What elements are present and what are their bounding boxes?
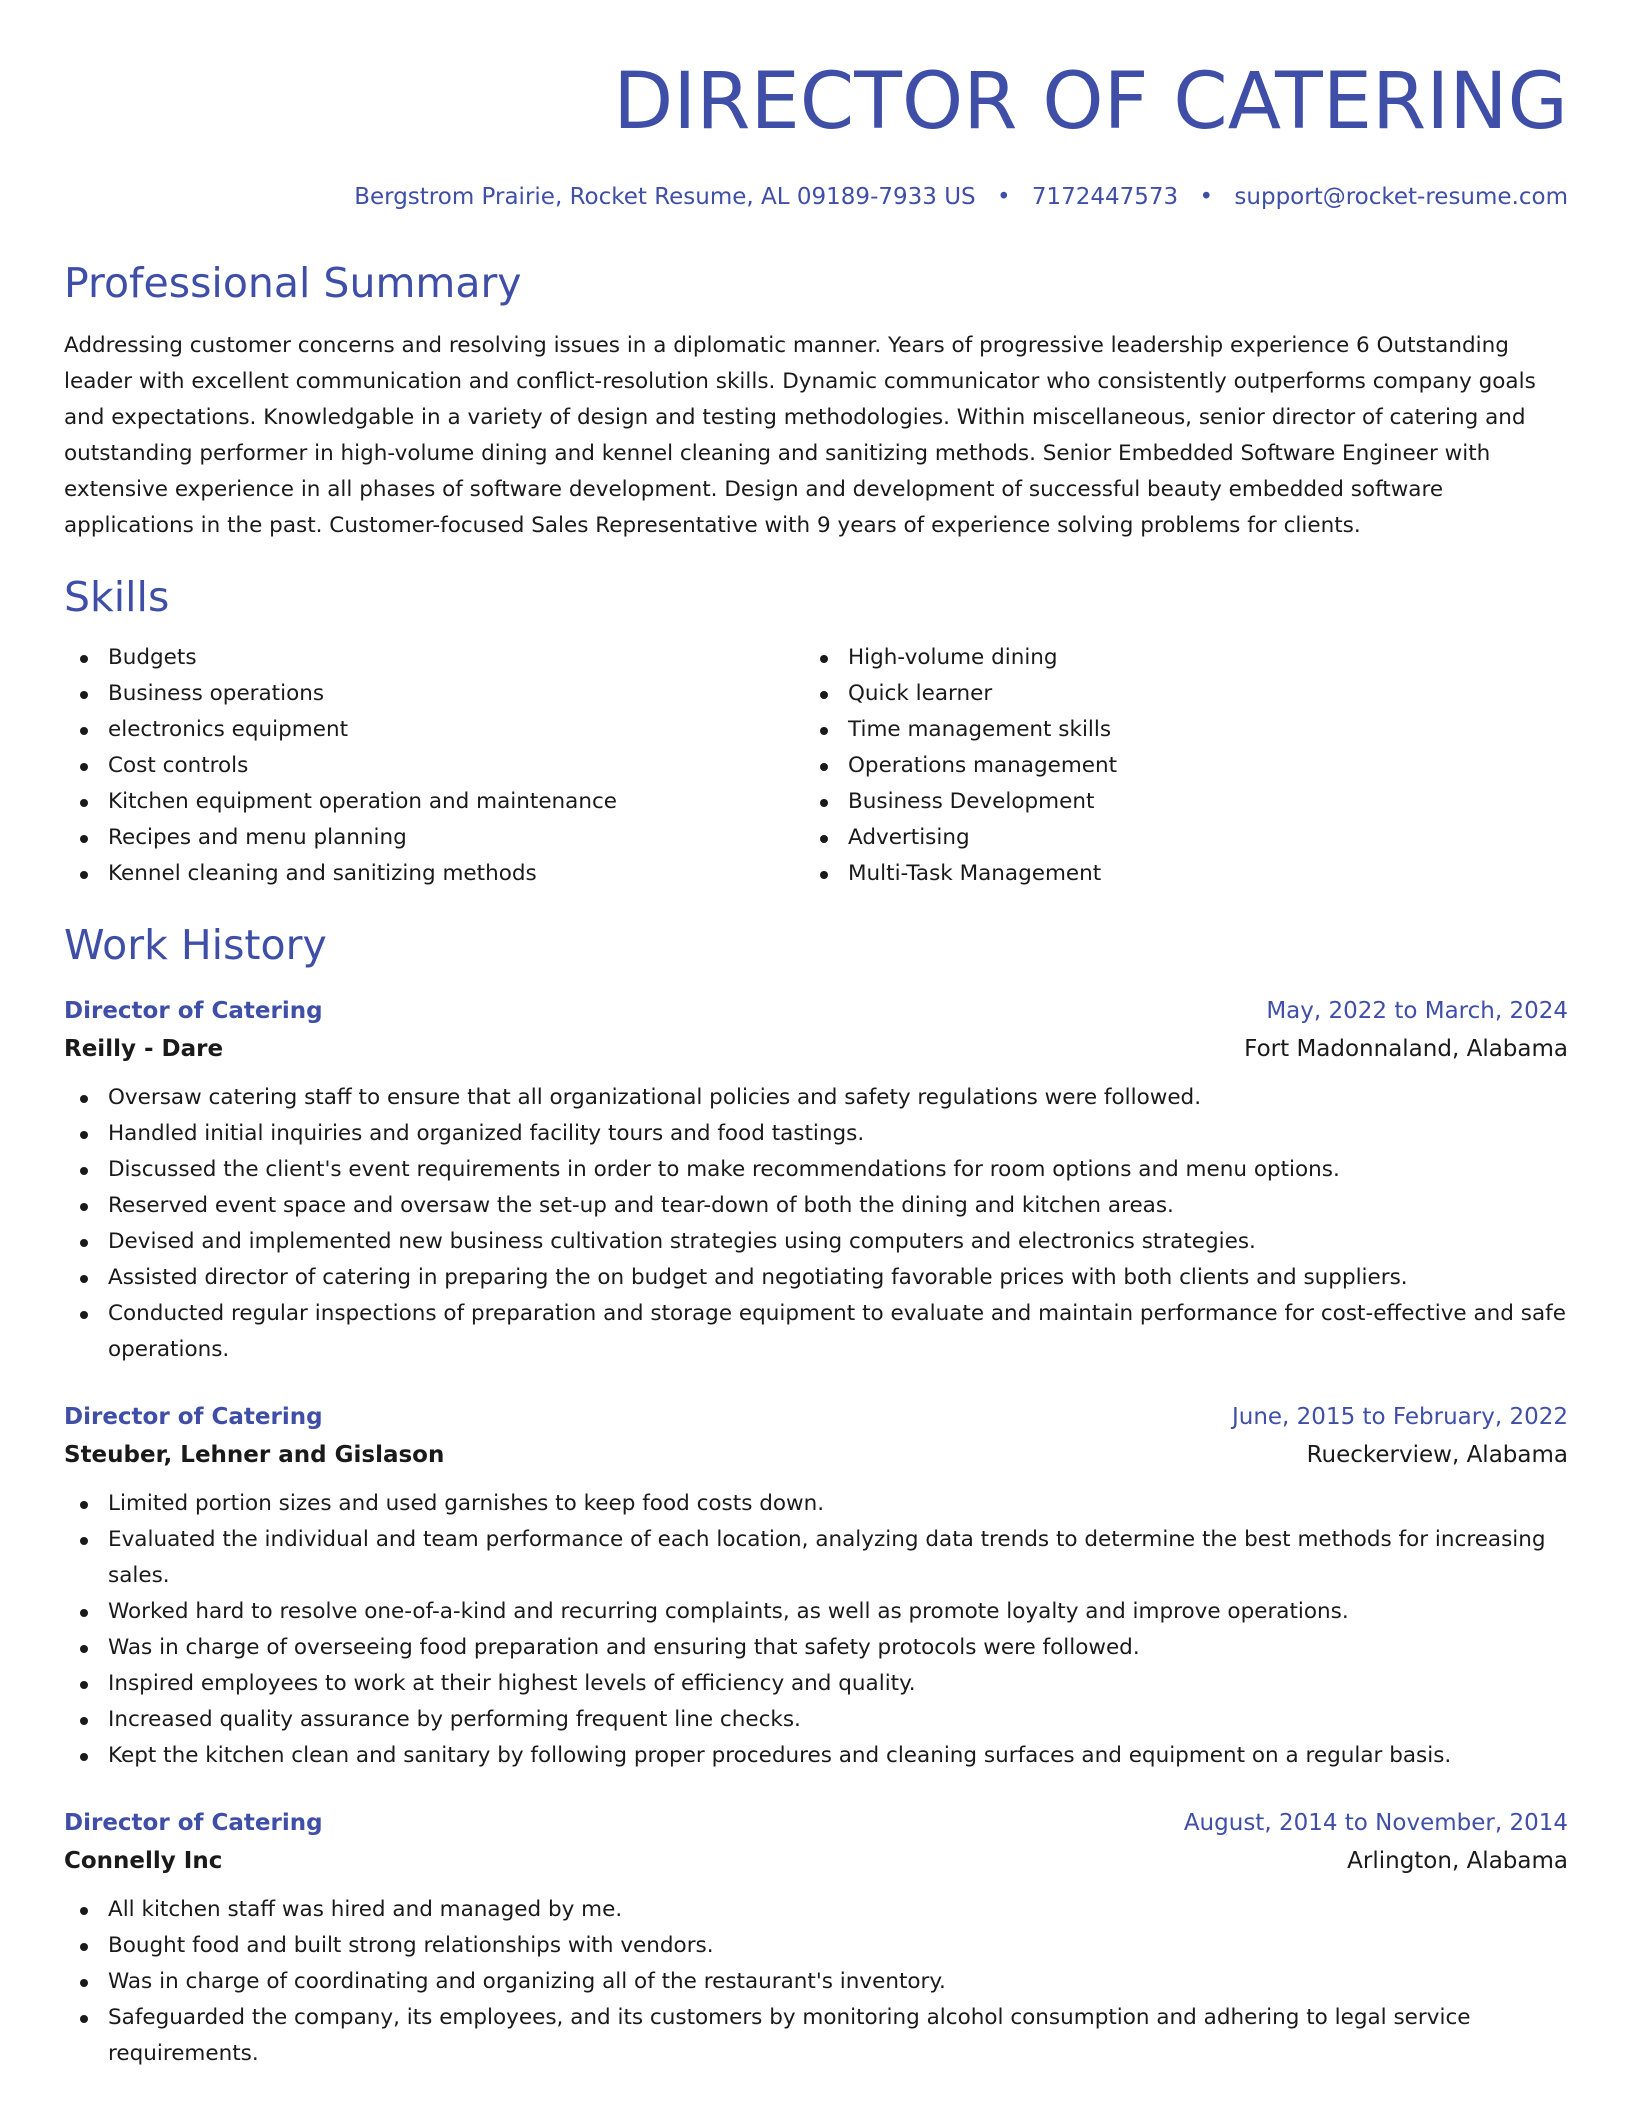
job-bullet: Oversaw catering staff to ensure that all organizational policies and safety regulations were followed.: [64, 1080, 1568, 1116]
job-company-row: [64, 1842, 1568, 1880]
section-title-summary: Professional Summary: [64, 259, 522, 307]
skill-item: Recipes and menu planning: [64, 820, 804, 856]
job-company: Reilly - Dare: [64, 1036, 224, 1062]
contact-address: Bergstrom Prairie, Rocket Resume, AL 09189-7933 US: [354, 184, 976, 210]
job-bullet: Kept the kitchen clean and sanitary by following proper procedures and cleaning surfaces and equipment on a regular basis.: [64, 1738, 1568, 1774]
job-location: Fort Madonnaland, Alabama: [1244, 1036, 1568, 1062]
job-bullet: Was in charge of overseeing food preparation and ensuring that safety protocols were followed.: [64, 1630, 1568, 1666]
contact-line: [64, 182, 1568, 212]
job-bullets: [64, 1892, 1568, 2072]
job-bullet: Reserved event space and oversaw the set-up and tear-down of both the dining and kitchen areas.: [64, 1188, 1568, 1224]
job-bullet: Handled initial inquiries and organized facility tours and food tastings.: [64, 1116, 1568, 1152]
job-dates: June, 2015 to February, 2022: [1231, 1404, 1568, 1430]
skills-column-left: [64, 640, 804, 892]
job-bullet: Safeguarded the company, its employees, and its customers by monitoring alcohol consumption and adhering to legal service requirements.: [64, 2000, 1568, 2072]
section-title-skills: Skills: [64, 573, 170, 621]
job-bullet: Evaluated the individual and team performance of each location, analyzing data trends to determine the best methods for increasing sales.: [64, 1522, 1568, 1594]
job-header-row: [64, 1398, 1568, 1436]
skill-item: Business Development: [804, 784, 1544, 820]
job-bullet: All kitchen staff was hired and managed by me.: [64, 1892, 1568, 1928]
skill-item: Multi-Task Management: [804, 856, 1544, 892]
skill-item: Kitchen equipment operation and maintenance: [64, 784, 804, 820]
job-location: Arlington, Alabama: [1347, 1848, 1568, 1874]
job-entry: [64, 1398, 1568, 1774]
job-company: Steuber, Lehner and Gislason: [64, 1442, 445, 1468]
job-bullet: Discussed the client's event requirements in order to make recommendations for room options and menu options.: [64, 1152, 1568, 1188]
contact-separator: •: [1199, 184, 1214, 210]
contact-email: support@rocket-resume.com: [1234, 184, 1568, 210]
skill-item: High-volume dining: [804, 640, 1544, 676]
section-title-work-history: Work History: [64, 921, 327, 969]
skill-item: Cost controls: [64, 748, 804, 784]
job-bullets: [64, 1080, 1568, 1368]
job-dates: May, 2022 to March, 2024: [1266, 998, 1568, 1024]
skill-item: Budgets: [64, 640, 804, 676]
resume-title: DIRECTOR OF CATERING: [613, 57, 1568, 147]
job-location: Rueckerview, Alabama: [1306, 1442, 1568, 1468]
job-dates: August, 2014 to November, 2014: [1183, 1810, 1568, 1836]
skills-grid: [64, 640, 1568, 892]
job-bullet: Assisted director of catering in preparing the on budget and negotiating favorable prices with both clients and suppliers.: [64, 1260, 1568, 1296]
job-bullet: Conducted regular inspections of preparation and storage equipment to evaluate and maintain performance for cost-effective and safe operations.: [64, 1296, 1568, 1368]
job-entry: [64, 1804, 1568, 2072]
job-bullet: Increased quality assurance by performing frequent line checks.: [64, 1702, 1568, 1738]
skill-item: Business operations: [64, 676, 804, 712]
skill-item: Quick learner: [804, 676, 1544, 712]
summary-text: Addressing customer concerns and resolving issues in a diplomatic manner. Years of progressive leadership experience 6 Outstanding leader with excellent communication and conflict-resolution skills. Dynamic communicator who consistently outperforms company goals and expectations. Knowledgable in a variety of design and testing methodologies. Within miscellaneous, senior director of catering and outstanding performer in high-volume dining and kennel cleaning and sanitizing methods. Senior Embedded Software Engineer with extensive experience in all phases of software development. Design and development of successful beauty embedded software applications in the past. Customer-focused Sales Representative with 9 years of experience solving problems for clients.: [64, 333, 1536, 538]
skills-column-right: [804, 640, 1544, 892]
skill-item: electronics equipment: [64, 712, 804, 748]
skill-item: Kennel cleaning and sanitizing methods: [64, 856, 804, 892]
job-bullet: Was in charge of coordinating and organizing all of the restaurant's inventory.: [64, 1964, 1568, 2000]
job-header-row: [64, 1804, 1568, 1842]
contact-separator: •: [996, 184, 1011, 210]
skill-item: Operations management: [804, 748, 1544, 784]
job-title: Director of Catering: [64, 998, 323, 1024]
job-bullet: Inspired employees to work at their highest levels of efficiency and quality.: [64, 1666, 1568, 1702]
skill-item: Advertising: [804, 820, 1544, 856]
job-company-row: [64, 1030, 1568, 1068]
job-company: Connelly Inc: [64, 1848, 223, 1874]
job-header-row: [64, 992, 1568, 1030]
job-bullet: Limited portion sizes and used garnishes to keep food costs down.: [64, 1486, 1568, 1522]
job-entry: [64, 992, 1568, 1368]
skill-item: Time management skills: [804, 712, 1544, 748]
job-company-row: [64, 1436, 1568, 1474]
job-bullet: Bought food and built strong relationships with vendors.: [64, 1928, 1568, 1964]
job-bullet: Worked hard to resolve one-of-a-kind and recurring complaints, as well as promote loyalty and improve operations.: [64, 1594, 1568, 1630]
job-bullets: [64, 1486, 1568, 1774]
job-bullet: Devised and implemented new business cultivation strategies using computers and electronics strategies.: [64, 1224, 1568, 1260]
job-title: Director of Catering: [64, 1810, 323, 1836]
contact-phone: 7172447573: [1031, 184, 1179, 210]
job-title: Director of Catering: [64, 1404, 323, 1430]
